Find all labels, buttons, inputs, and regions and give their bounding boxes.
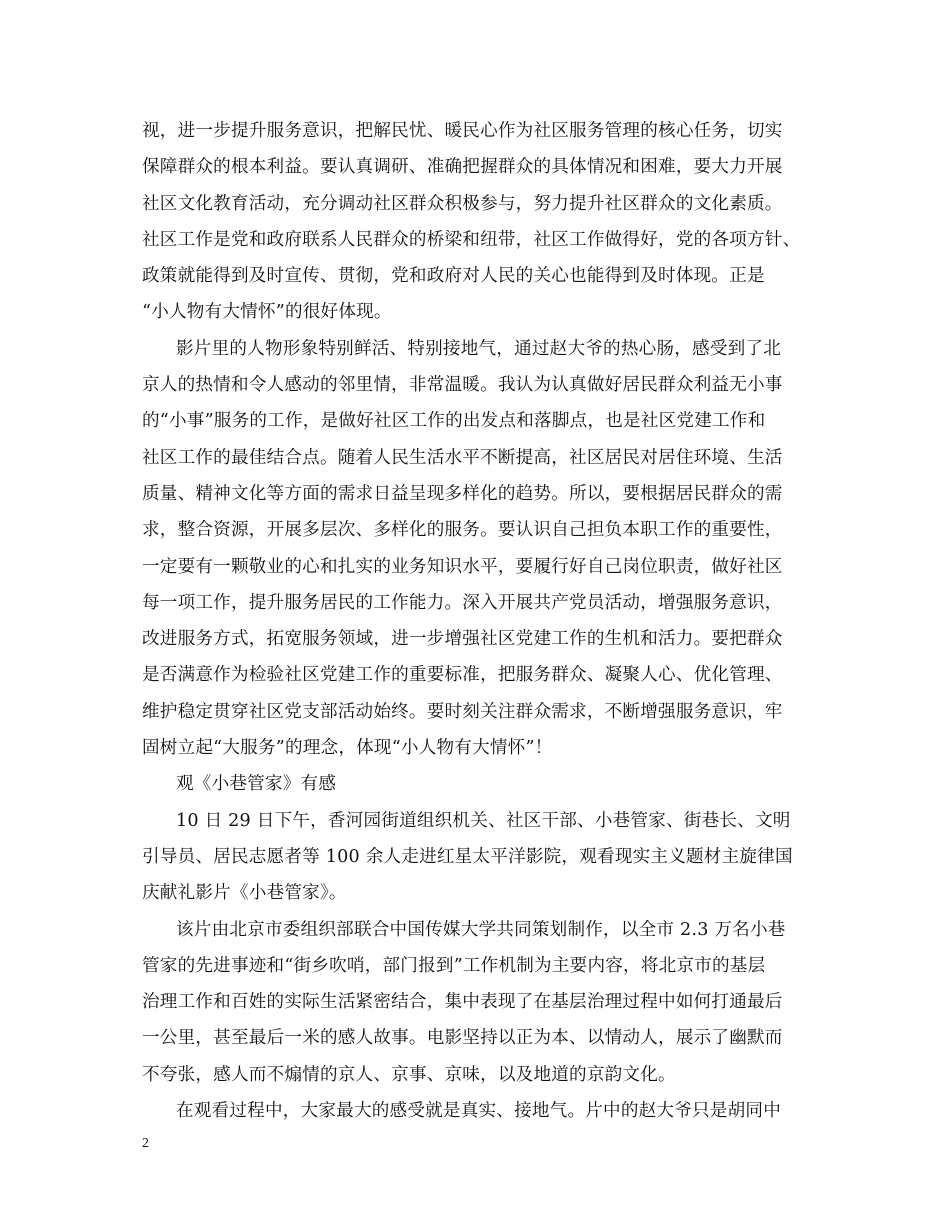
- text-line: 观《小巷管家》有感: [176, 774, 337, 795]
- body-text: [142, 113, 822, 1129]
- text-line: “小人物有大情怀”的很好体现。: [142, 302, 392, 323]
- text-line: 政策就能得到及时宣传、贯彻，党和政府对人民的关心也能得到及时体现。正是: [142, 266, 765, 287]
- text-line: 管家的先进事迹和“街乡吹哨，部门报到”工作机制为主要内容，将北京市的基层: [142, 955, 766, 976]
- text-line: 改进服务方式，拓宽服务领域，进一步增强社区党建工作的生机和活力。要把群众: [142, 629, 783, 650]
- text-line: 不夸张，感人而不煽情的京人、京事、京味，以及地道的京韵文化。: [142, 1064, 676, 1085]
- text-line: 固树立起“大服务”的理念，体现“小人物有大情怀”！: [142, 738, 553, 759]
- text-line: 社区工作是党和政府联系人民群众的桥梁和纽带，社区工作做得好，党的各项方针、: [142, 229, 801, 250]
- text-line: 维护稳定贯穿社区党支部活动始终。要时刻关注群众需求，不断增强服务意识，牢: [142, 701, 783, 722]
- text-line: 京人的热情和令人感动的邻里情，非常温暖。我认为认真做好居民群众利益无小事: [142, 375, 783, 396]
- text-line: 求，整合资源，开展多层次、多样化的服务。要认识自己担负本职工作的重要性，: [142, 520, 783, 541]
- text-line: 10 日 29 日下午，香河园街道组织机关、社区干部、小巷管家、街巷长、文明: [176, 810, 791, 831]
- text-line: 社区工作的最佳结合点。随着人民生活水平不断提高，社区居民对居住环境、生活: [142, 447, 783, 468]
- text-line: 一公里，甚至最后一米的感人故事。电影坚持以正为本、以情动人，展示了幽默而: [142, 1028, 783, 1049]
- text-line: 是否满意作为检验社区党建工作的重要标准，把服务群众、凝聚人心、优化管理、: [142, 665, 783, 686]
- text-line: 一定要有一颗敬业的心和扎实的业务知识水平，要履行好自己岗位职责，做好社区: [142, 556, 783, 577]
- text-line: 质量、精神文化等方面的需求日益呈现多样化的趋势。所以，要根据居民群众的需: [142, 483, 783, 504]
- text-line: 该片由北京市委组织部联合中国传媒大学共同策划制作，以全市 2.3 万名小巷: [176, 919, 786, 940]
- page-number: 2: [142, 1136, 149, 1151]
- text-line: 治理工作和百姓的实际生活紧密结合，集中表现了在基层治理过程中如何打通最后: [142, 992, 783, 1013]
- text-line: 视，进一步提升服务意识，把解民忧、暖民心作为社区服务管理的核心任务，切实: [142, 121, 783, 141]
- text-line: 社区文化教育活动，充分调动社区群众积极参与，努力提升社区群众的文化素质。: [142, 193, 783, 214]
- text-line: 的“小事”服务的工作，是做好社区工作的出发点和落脚点，也是社区党建工作和: [142, 411, 766, 432]
- text-line: 引导员、居民志愿者等 100 余人走进红星太平洋影院，观看现实主义题材主旋律国: [142, 846, 793, 867]
- text-line: 每一项工作，提升服务居民的工作能力。深入开展共产党员活动，增强服务意识，: [142, 592, 783, 613]
- text-line: 影片里的人物形象特别鲜活、特别接地气，通过赵大爷的热心肠，感受到了北: [176, 338, 781, 359]
- text-line: 保障群众的根本利益。要认真调研、准确把握群众的具体情况和困难，要大力开展: [142, 157, 783, 178]
- text-line: 在观看过程中，大家最大的感受就是真实、接地气。片中的赵大爷只是胡同中: [176, 1101, 781, 1122]
- text-line: 庆献礼影片《小巷管家》。: [142, 883, 347, 904]
